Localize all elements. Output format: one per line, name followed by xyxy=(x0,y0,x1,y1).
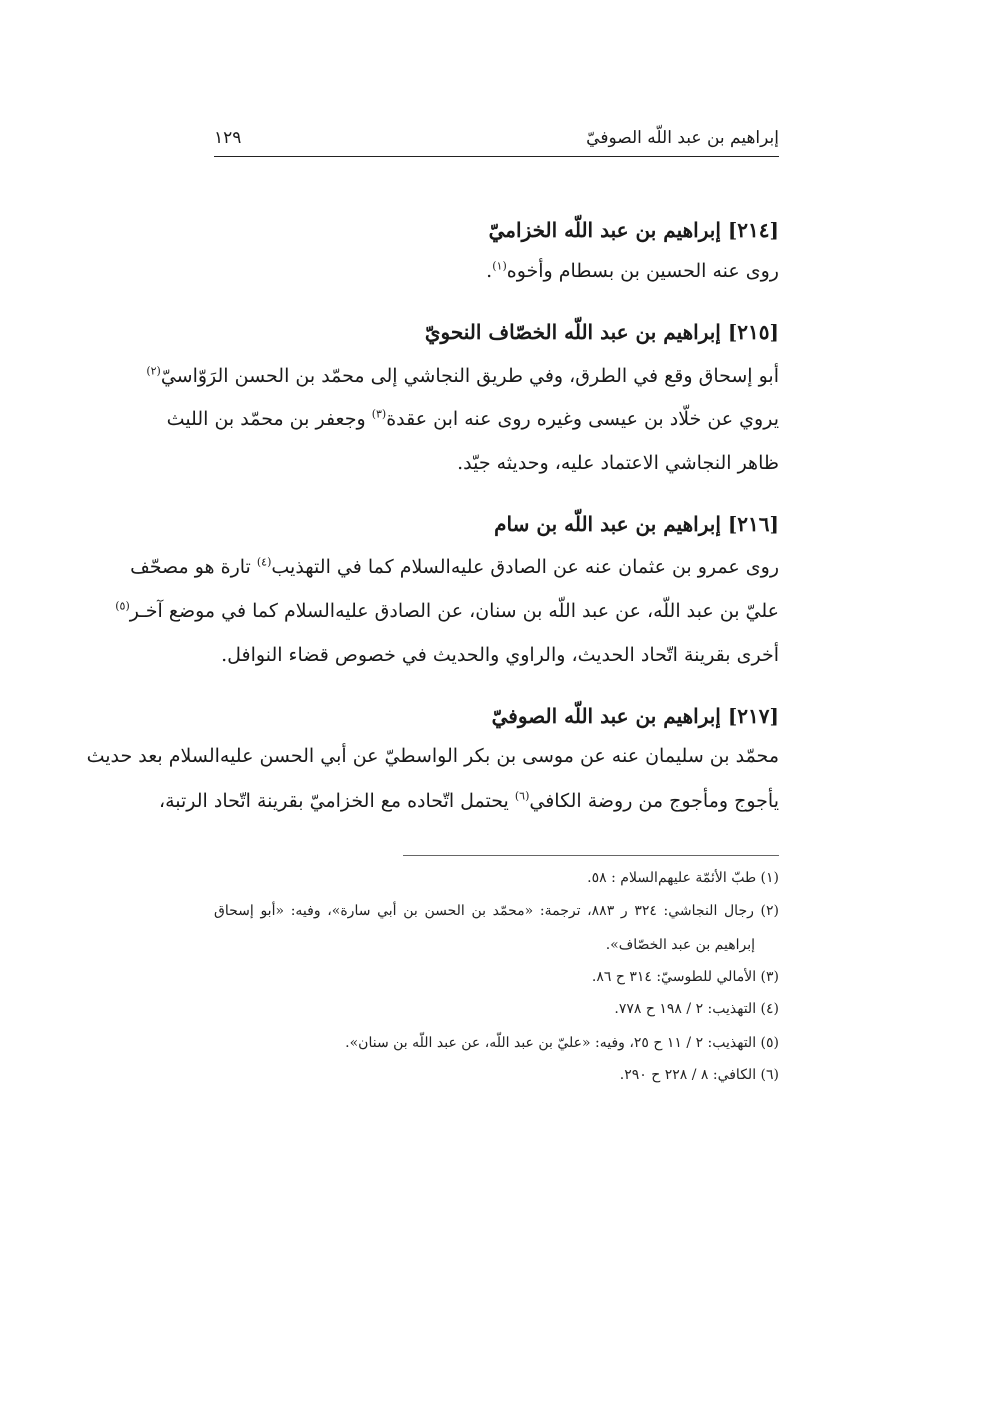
entry-line: عليّ بن عبد اللّه، عن عبد اللّه بن سنان، عن الصادق عليه‌السلام كما في موضع آخـر$^{(٥)}$ xyxy=(115,599,779,622)
footnote-marker[interactable]: (٢) xyxy=(146,364,161,378)
footnote: (٤) التهذيب: ٢ / ١٩٨ ح ٧٧٨. xyxy=(614,1001,779,1017)
entry-line: ظاهر النجاشي الاعتماد عليه، وحديثه جيّد. xyxy=(457,452,779,474)
footnote: (٣) الأمالي للطوسيّ: ٣١٤ ح ٨٦. xyxy=(591,969,779,985)
entry-line: أبو إسحاق وقع في الطرق، وفي طريق النجاشي إلى محمّد بن الحسن الرَوّاسيّ$^{(٢)}$ xyxy=(146,364,779,387)
entry-heading: [٢١٥] إبراهيم بن عبد اللّه الخصّاف النحويّ xyxy=(424,320,779,344)
entry-heading: [٢١٦] إبراهيم بن عبد اللّه بن سام xyxy=(494,512,779,536)
footnote-marker[interactable]: (٤) xyxy=(256,555,272,569)
entry-line: أخرى بقرينة اتّحاد الحديث، والراوي والحديث في خصوص قضاء النوافل. xyxy=(221,644,779,666)
footnote: (٦) الكافي: ٨ / ٢٢٨ ح ٢٩٠. xyxy=(619,1067,779,1083)
entry-line: يروي عن خلّاد بن عيسى وغيره روى عنه ابن عقدة$^{(٣)}$ وجعفر بن محمّد بن الليث xyxy=(166,407,779,430)
running-header xyxy=(214,120,779,157)
footnote-separator xyxy=(403,855,779,856)
page-number: ١٢٩ xyxy=(214,128,242,148)
entry-line: يأجوج ومأجوج من روضة الكافي$^{(٦)}$ يحتمل اتّحاده مع الخزاميّ بقرينة اتّحاد الرتبة، xyxy=(158,789,779,812)
footnote: (٥) التهذيب: ٢ / ١١ ح ٢٥، وفيه: «عليّ بن عبد اللّه، عن عبد اللّه بن سنان». xyxy=(345,1035,779,1051)
entry-line: محمّد بن سليمان عنه عن موسى بن بكر الواسطيّ عن أبي الحسن عليه‌السلام بعد حديث xyxy=(86,745,779,767)
running-title: إبراهيم بن عبد اللّه الصوفيّ xyxy=(586,128,779,148)
footnote: (٢) رجال النجاشي: ٣٢٤ ر ٨٨٣، ترجمة: «محمّد بن الحسن بن أبي سارة»، وفيه: «أبو إسحاق xyxy=(214,903,779,919)
footnote-marker[interactable]: (٥) xyxy=(115,599,130,613)
entry-line: روى عمرو بن عثمان عنه عن الصادق عليه‌السلام كما في التهذيب$^{(٤)}$ تارة هو مصحّف xyxy=(130,555,779,578)
footnote-continuation: إبراهيم بن عبد الخصّاف». xyxy=(605,937,755,953)
entry-heading: [٢١٤] إبراهيم بن عبد اللّه الخزاميّ xyxy=(488,218,779,242)
footnote-marker[interactable]: (٦) xyxy=(514,789,530,803)
entry-heading: [٢١٧] إبراهيم بن عبد اللّه الصوفيّ xyxy=(491,704,779,728)
footnote: (١) طبّ الأئمّة عليهم‌السلام : ٥٨. xyxy=(587,870,779,886)
footnote-marker[interactable]: (٣) xyxy=(371,407,387,421)
entry-line: روى عنه الحسين بن بسطام وأخوه$^{(١)}$. xyxy=(486,259,779,282)
footnote-marker[interactable]: (١) xyxy=(492,259,507,273)
